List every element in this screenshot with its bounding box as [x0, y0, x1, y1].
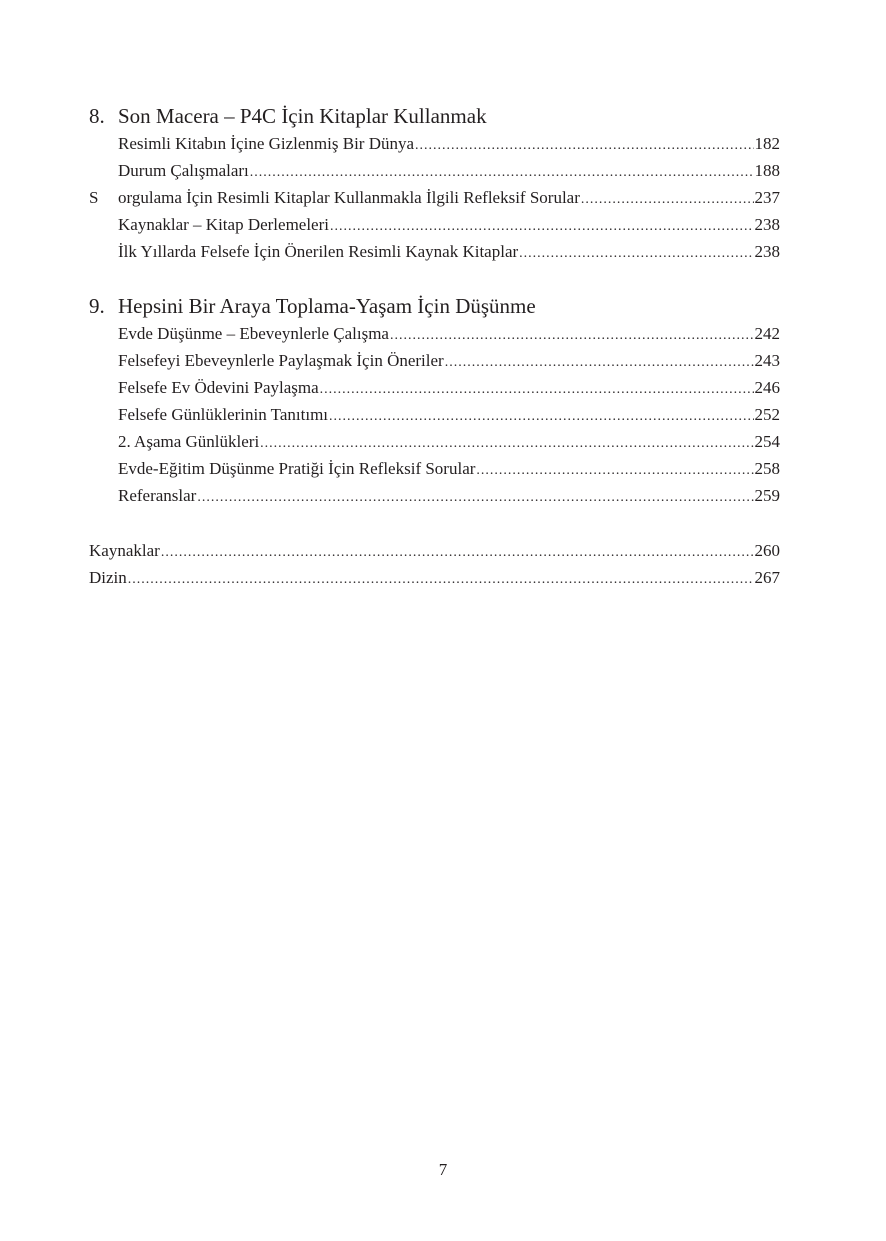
toc-entry[interactable]	[118, 134, 780, 156]
dot-leader	[329, 407, 753, 427]
dot-leader	[581, 190, 754, 210]
toc-entry-title: Referanslar	[118, 486, 197, 505]
toc-entry[interactable]	[118, 405, 780, 427]
toc-entry-page: 237	[754, 188, 780, 207]
chapter-number: 9.	[89, 294, 105, 318]
chapter-number: 8.	[89, 104, 105, 128]
toc-entry-title: 2. Aşama Günlükleri	[118, 432, 260, 451]
toc-entry-dizin[interactable]	[89, 568, 780, 590]
toc-entry-page: 260	[754, 541, 780, 560]
chapter-heading-9	[89, 294, 780, 318]
toc-entry-page: 243	[754, 351, 780, 370]
toc-entry-title: orgulama İçin Resimli Kitaplar Kullanmakla İlgili Refleksif Sorular	[118, 188, 580, 207]
toc-entry[interactable]	[118, 242, 780, 264]
toc-entry-title: Felsefe Ev Ödevini Paylaşma	[118, 378, 319, 397]
toc-entry[interactable]	[118, 486, 780, 508]
toc-entry-page: 252	[754, 405, 780, 424]
toc-entry-title: Dizin	[89, 568, 127, 587]
dot-leader	[250, 163, 754, 183]
toc-entry-title: Felsefeyi Ebeveynlerle Paylaşmak İçin Öneriler	[118, 351, 444, 370]
dot-leader	[330, 217, 754, 237]
toc-entry-title: Evde-Eğitim Düşünme Pratiği İçin Refleksif Sorular	[118, 459, 476, 478]
toc-entry-page: 188	[754, 161, 780, 180]
toc-entry[interactable]	[89, 188, 780, 210]
toc-entry-title: Kaynaklar	[89, 541, 160, 560]
toc-entry[interactable]	[118, 215, 780, 237]
toc-entry[interactable]	[118, 432, 780, 454]
toc-entry-initial: S	[89, 188, 99, 207]
toc-entry-title: Evde Düşünme – Ebeveynlerle Çalışma	[118, 324, 389, 343]
chapter-title: Hepsini Bir Araya Toplama-Yaşam İçin Düşünme	[118, 294, 536, 318]
toc-entry-page: 242	[754, 324, 780, 343]
toc-entry-kaynaklar[interactable]	[89, 541, 780, 563]
toc-entry-page: 238	[754, 215, 780, 234]
toc-entry-page: 238	[754, 242, 780, 261]
toc-entry[interactable]	[118, 351, 780, 373]
toc-entry-page: 259	[754, 486, 780, 505]
toc-entry-title: Resimli Kitabın İçine Gizlenmiş Bir Dünya	[118, 134, 415, 153]
dot-leader	[260, 434, 753, 454]
dot-leader	[519, 244, 753, 264]
dot-leader	[415, 136, 753, 156]
dot-leader	[197, 488, 753, 508]
toc-entry-page: 246	[754, 378, 780, 397]
chapter-heading-8	[89, 104, 780, 128]
chapter-title: Son Macera – P4C İçin Kitaplar Kullanmak	[118, 104, 487, 128]
dot-leader	[320, 380, 754, 400]
dot-leader	[161, 543, 754, 563]
dot-leader	[390, 326, 754, 346]
toc-entry-page: 182	[754, 134, 780, 153]
toc-entry-page: 254	[754, 432, 780, 451]
dot-leader	[476, 461, 753, 481]
toc-entry-title: Durum Çalışmaları	[118, 161, 249, 180]
toc-entry-page: 258	[754, 459, 780, 478]
toc-entry-page: 267	[754, 568, 780, 587]
toc-entry[interactable]	[118, 161, 780, 183]
toc-entry-title: İlk Yıllarda Felsefe İçin Önerilen Resimli Kaynak Kitaplar	[118, 242, 519, 261]
toc-entry[interactable]	[118, 324, 780, 346]
toc-entry-title: Felsefe Günlüklerinin Tanıtımı	[118, 405, 329, 424]
toc-entry[interactable]	[118, 459, 780, 481]
dot-leader	[445, 353, 754, 373]
toc-entry-title: Kaynaklar – Kitap Derlemeleri	[118, 215, 329, 234]
page-number: 7	[438, 1160, 448, 1179]
toc-entry[interactable]	[118, 378, 780, 400]
dot-leader	[128, 570, 754, 590]
